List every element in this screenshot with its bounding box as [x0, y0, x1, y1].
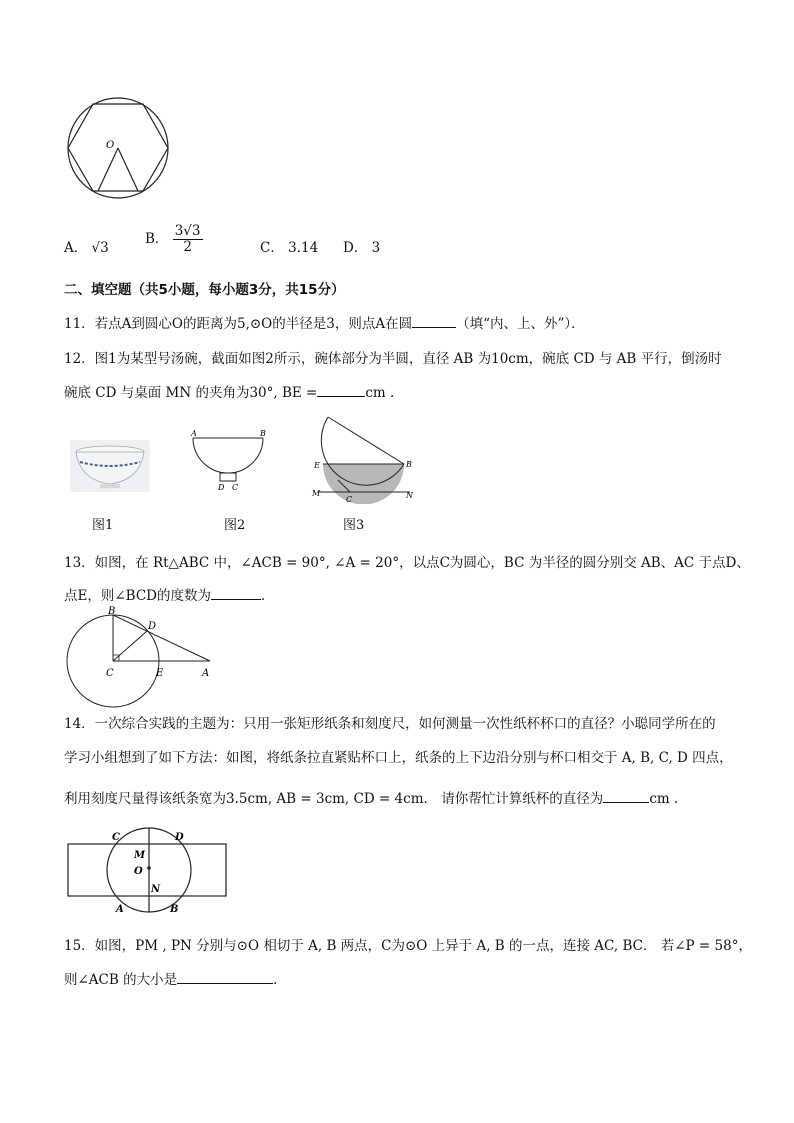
q12-figure2 [188, 428, 268, 508]
label-b: B [260, 429, 266, 438]
q12-text-a: 碗底 CD 与桌面 MN 的夹角为30°, BE = [64, 385, 318, 401]
q10-option-a [64, 236, 109, 256]
label-d: D [148, 621, 157, 632]
q10-option-c [260, 236, 318, 256]
label-b: B [170, 904, 179, 914]
q10-radius-2 [118, 148, 138, 191]
q11-text [64, 312, 585, 332]
q12-caption-1: 图1 [92, 518, 114, 533]
q15-text-a: 则∠ACB 的大小是 [64, 972, 178, 988]
bowl-base [220, 473, 236, 481]
q12-figure1-bowl [70, 440, 150, 492]
soup-region [323, 464, 404, 504]
q13-line2 [64, 584, 275, 604]
fraction-denominator: 2 [183, 238, 192, 255]
q15-line2 [64, 968, 287, 988]
answer-blank[interactable] [317, 383, 365, 398]
q12-figure3 [308, 412, 418, 504]
q13-line1: 13．如图，在 Rt△ABC 中，∠ACB = 90°, ∠A = 20°，以点C为圆心，BC 为半径的圆分别交 AB、AC 于点D、 [64, 555, 750, 571]
answer-blank[interactable] [603, 789, 649, 804]
segment-cd [113, 631, 147, 661]
semicircle [193, 438, 263, 473]
q14-text-a: 利用刻度尺量得该纸条宽为3.5cm, AB = 3cm, CD = 4cm． 请你帮忙计算纸杯的直径为 [64, 791, 604, 807]
q12-line1: 12．图1为某型号汤碗，截面如图2所示，碗体部分为半圆，直径 AB 为10cm，碗底 CD 与 AB 平行，倒汤时 [64, 351, 722, 367]
option-letter: A． [64, 240, 88, 256]
label-d: D [218, 483, 225, 492]
q10-hexagon [68, 104, 168, 191]
q13-figure [64, 604, 224, 710]
label-m: M [312, 489, 321, 498]
q10-option-b [145, 224, 203, 255]
option-letter: C． [260, 240, 284, 256]
option-value: 3.14 [288, 240, 319, 256]
label-e: E [314, 461, 320, 470]
q14-text-b: cm . [649, 791, 679, 807]
option-letter: B． [145, 230, 169, 247]
center-o [147, 866, 151, 870]
q11-text-b: （填“内、上、外”）． [456, 316, 585, 332]
q10-hexagon-figure [62, 92, 174, 204]
q13-text-b: ． [261, 588, 275, 604]
q12-text-b: cm . [365, 385, 395, 401]
q12-caption-2: 图2 [224, 518, 246, 533]
q14-line1: 14．一次综合实践的主题为：只用一张矩形纸条和刻度尺，如何测量一次性纸杯杯口的直径？小聪同学所在的 [64, 716, 716, 732]
bowl-foot [100, 484, 120, 488]
option-letter: D． [343, 240, 368, 256]
q14-figure [64, 824, 234, 914]
q13-text-a: 点E，则∠BCD的度数为 [64, 588, 211, 604]
label-d: D [175, 832, 184, 843]
q10-option-d [343, 236, 380, 256]
answer-blank[interactable] [177, 970, 273, 985]
q15-line1: 15．如图，PM , PN 分别与⊙O 相切于 A, B 两点，C为⊙O 上异于 A, B 的一点，连接 AC, BC． 若∠P = 58°， [64, 938, 752, 954]
fraction-numerator: 3√3 [174, 223, 201, 239]
q12-caption-3: 图3 [343, 518, 365, 533]
q14-line3 [64, 787, 678, 807]
label-c: C [232, 483, 239, 492]
label-c: C [346, 495, 353, 504]
answer-blank[interactable] [211, 586, 261, 601]
label-b: B [406, 460, 412, 469]
q10-label-o: O [106, 140, 115, 151]
segment-ba [113, 615, 210, 661]
q11-text-a: 11．若点A到圆心O的距离为5,⊙O的半径是3，则点A在圆 [64, 316, 413, 332]
label-a: A [191, 429, 197, 438]
label-c: C [106, 668, 114, 679]
label-c: C [112, 832, 120, 843]
answer-blank[interactable] [412, 314, 456, 329]
label-b: B [108, 606, 116, 617]
section-heading: 二、填空题（共5小题，每小题3分，共15分） [64, 282, 345, 298]
label-a: A [202, 668, 210, 679]
option-fraction [173, 224, 203, 255]
q12-line2 [64, 381, 394, 401]
label-m: M [134, 850, 146, 861]
option-value: √3 [91, 240, 109, 256]
paper-strip [68, 844, 226, 896]
q10-radius-1 [98, 148, 118, 191]
label-n: N [406, 491, 413, 500]
diameter-ab [328, 417, 404, 464]
label-o: O [134, 866, 143, 877]
label-a: A [116, 904, 124, 914]
label-n: N [151, 884, 161, 895]
option-value: 3 [371, 240, 381, 256]
label-e: E [156, 668, 164, 679]
q15-text-b: ． [273, 972, 287, 988]
q14-line2: 学习小组想到了如下方法：如图，将纸条拉直紧贴杯口上，纸条的上下边沿分别与杯口相交于 A, B, C, D 四点， [64, 750, 733, 766]
